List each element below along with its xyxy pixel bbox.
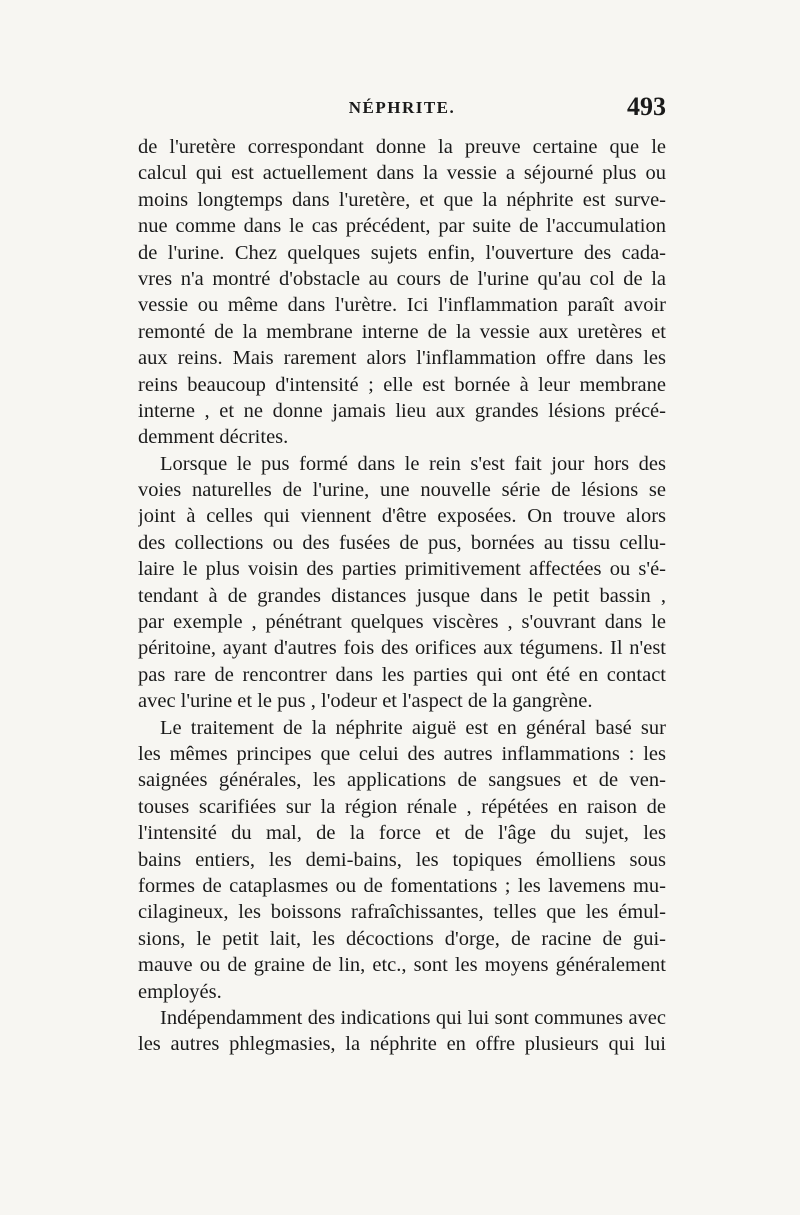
text-line: sions, le petit lait, les décoctions d'orge, de racine de gui- [138,927,666,950]
text-line: nue comme dans le cas précédent, par suite de l'accumulation [138,215,666,238]
text-line: tendant à de grandes distances jusque dans le petit bassin , [138,584,666,607]
text-line: péritoine, ayant d'autres fois des orifices aux tégumens. Il n'est [138,637,666,660]
text-line: touses scarifiées sur la région rénale , répétées en raison de [138,795,666,818]
running-title: NÉPHRITE. [348,98,456,117]
text-line: de l'uretère correspondant donne la preuve certaine que le [138,136,666,158]
text-line: bains entiers, les demi-bains, les topiques émolliens sous [138,848,666,871]
text-line: saignées générales, les applications de sangsues et de ven- [138,769,666,792]
text-line: aux reins. Mais rarement alors l'inflammation offre dans les [138,347,666,370]
text-line: employés. [138,980,222,1003]
text-line: de l'urine. Chez quelques sujets enfin, l'ouverture des cada- [138,241,666,264]
text-line: Le traitement de la néphrite aiguë est en général basé sur [160,716,666,739]
text-line: l'intensité du mal, de la force et de l'âge du sujet, les [138,822,666,845]
text-line: joint à celles qui viennent d'être exposées. On trouve alors [138,505,666,528]
text-line: laire le plus voisin des parties primitivement affectées ou s'é- [138,558,666,581]
text-line: formes de cataplasmes ou de fomentations ; les lavemens mu- [138,874,666,897]
text-line: Lorsque le pus formé dans le rein s'est fait jour hors des [160,452,666,475]
text-line: interne , et ne donne jamais lieu aux grandes lésions précé- [138,399,666,422]
text-line: vres n'a montré d'obstacle au cours de l'urine qu'au col de la [138,267,666,290]
body-text [138,134,666,1058]
text-line: calcul qui est actuellement dans la vessie a séjourné plus ou [138,162,666,185]
text-line: cilagineux, les boissons rafraîchissantes, telles que les émul- [138,901,666,924]
text-line: reins beaucoup d'intensité ; elle est bornée à leur membrane [138,373,666,396]
text-line: vessie ou même dans l'urètre. Ici l'inflammation paraît avoir [138,294,666,317]
page-header [138,92,666,132]
text-line: des collections ou des fusées de pus, bornées au tissu cellu- [138,531,666,554]
text-line: moins longtemps dans l'uretère, et que la néphrite est surve- [138,188,666,211]
text-line: pas rare de rencontrer dans les parties qui ont été en contact [138,663,666,686]
text-line: Indépendamment des indications qui lui sont communes avec [160,1006,666,1029]
text-line: avec l'urine et le pus , l'odeur et l'aspect de la gangrène. [138,690,593,713]
text-line: voies naturelles de l'urine, une nouvelle série de lésions se [138,479,666,502]
page-number: 493 [627,92,666,121]
text-line: les mêmes principes que celui des autres inflammations : les [138,742,666,765]
text-line: remonté de la membrane interne de la vessie aux uretères et [138,320,666,343]
text-line: les autres phlegmasies, la néphrite en offre plusieurs qui lui [138,1033,666,1056]
text-line: mauve ou de graine de lin, etc., sont les moyens généralement [138,954,666,977]
text-line: demment décrites. [138,426,289,449]
text-line: par exemple , pénétrant quelques viscères , s'ouvrant dans le [138,611,666,634]
